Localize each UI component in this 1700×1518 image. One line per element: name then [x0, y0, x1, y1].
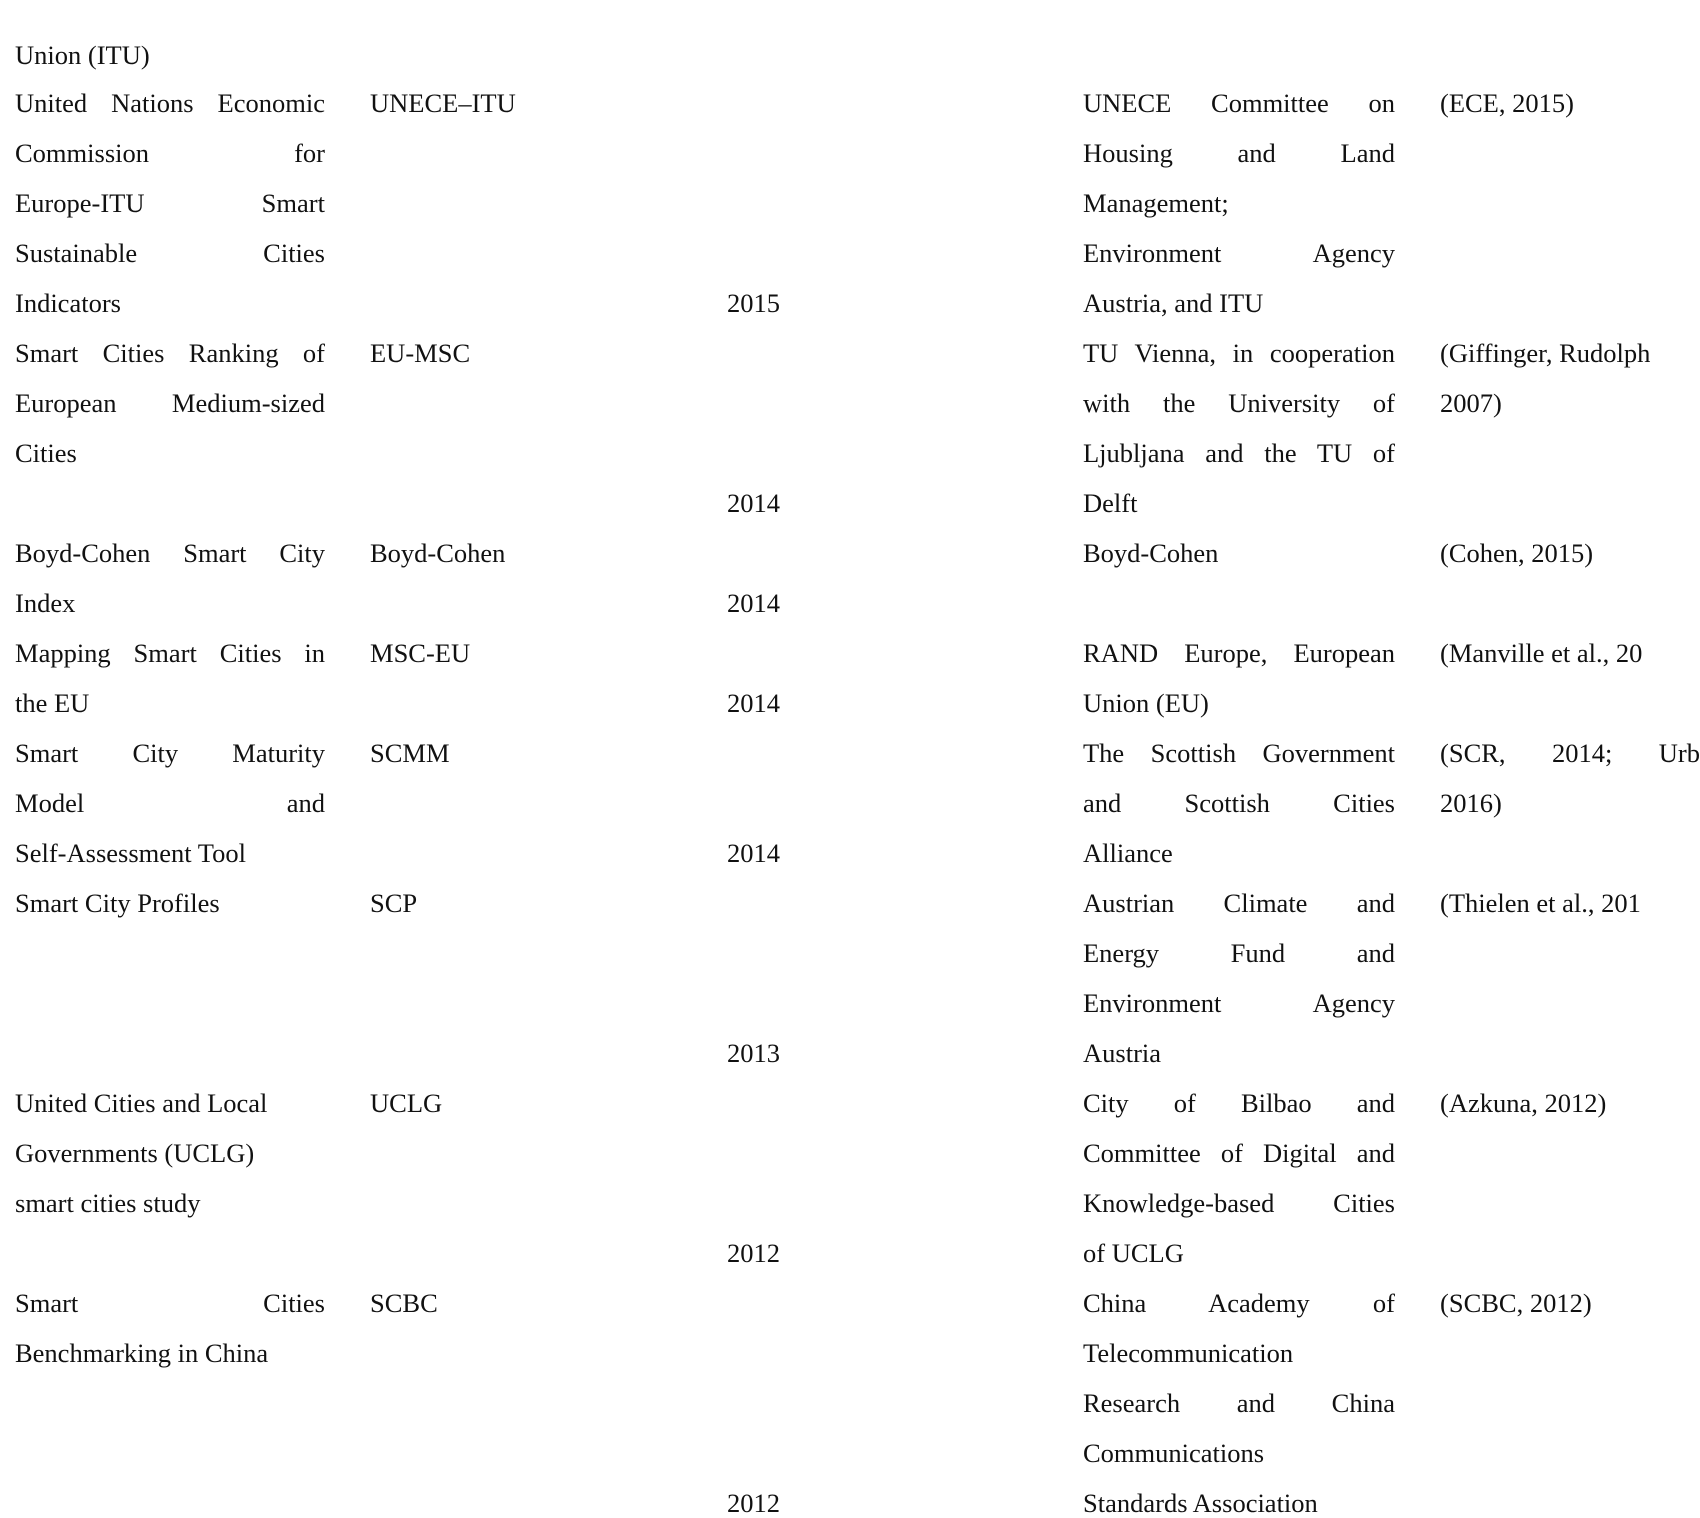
- row-8-reference-line-1: (SCBC, 2012): [1440, 1288, 1592, 1318]
- row-1-org-line-2: Housing and Land: [1083, 138, 1395, 168]
- row-2-name-line-1: Smart Cities Ranking of: [15, 338, 325, 368]
- row-5-reference-line-2: 2016): [1440, 788, 1502, 818]
- row-1-name-line-3: Europe-ITU Smart: [15, 188, 325, 218]
- row-1-year: 2015: [727, 288, 780, 318]
- row-1-name-line-2: Commission for: [15, 138, 325, 168]
- row-2-org-line-4: Delft: [1083, 488, 1138, 518]
- row-7-org-line-1: City of Bilbao and: [1083, 1088, 1395, 1118]
- row-3-reference-line-1: (Cohen, 2015): [1440, 538, 1594, 568]
- row-8-abbreviation: SCBC: [370, 1288, 438, 1318]
- row-3-name-line-2: Index: [15, 588, 76, 618]
- row-1-reference-line-1: (ECE, 2015): [1440, 88, 1574, 118]
- row-1-org-line-1: UNECE Committee on: [1083, 88, 1395, 118]
- row-8-org-line-3: Research and China: [1083, 1388, 1395, 1418]
- row-0-name-line-1: Union (ITU): [15, 40, 150, 70]
- row-7-org-line-2: Committee of Digital and: [1083, 1138, 1395, 1168]
- row-2-year: 2014: [727, 488, 780, 518]
- row-8-name-line-2: Benchmarking in China: [15, 1338, 269, 1368]
- row-8-name-line-1: Smart Cities: [15, 1288, 325, 1318]
- row-5-abbreviation: SCMM: [370, 738, 450, 768]
- row-2-org-line-2: with the University of: [1083, 388, 1395, 418]
- row-4-org-line-2: Union (EU): [1083, 688, 1209, 718]
- row-5-name-line-1: Smart City Maturity: [15, 738, 325, 768]
- row-7-reference-line-1: (Azkuna, 2012): [1440, 1088, 1607, 1118]
- row-6-name-line-1: Smart City Profiles: [15, 888, 220, 918]
- row-7-year: 2012: [727, 1238, 780, 1268]
- row-2-name-line-3: Cities: [15, 438, 77, 468]
- row-6-org-line-2: Energy Fund and: [1083, 938, 1395, 968]
- row-7-abbreviation: UCLG: [370, 1088, 443, 1118]
- row-2-abbreviation: EU-MSC: [370, 338, 471, 368]
- row-7-name-line-3: smart cities study: [15, 1188, 201, 1218]
- row-8-org-line-4: Communications: [1083, 1438, 1265, 1468]
- row-5-reference-line-1: (SCR, 2014; Urb: [1440, 738, 1700, 768]
- row-6-abbreviation: SCP: [370, 888, 418, 918]
- row-3-name-line-1: Boyd-Cohen Smart City: [15, 538, 325, 568]
- row-5-year: 2014: [727, 838, 780, 868]
- row-4-year: 2014: [727, 688, 780, 718]
- row-3-abbreviation: Boyd-Cohen: [370, 538, 506, 568]
- row-8-org-line-1: China Academy of: [1083, 1288, 1395, 1318]
- row-6-year: 2013: [727, 1038, 780, 1068]
- row-2-org-line-3: Ljubljana and the TU of: [1083, 438, 1395, 468]
- row-5-org-line-3: Alliance: [1083, 838, 1173, 868]
- row-7-name-line-1: United Cities and Local: [15, 1088, 268, 1118]
- row-3-org-line-1: Boyd-Cohen: [1083, 538, 1219, 568]
- row-7-name-line-2: Governments (UCLG): [15, 1138, 255, 1168]
- row-4-name-line-2: the EU: [15, 688, 90, 718]
- row-2-name-line-2: European Medium-sized: [15, 388, 325, 418]
- row-1-name-line-1: United Nations Economic: [15, 88, 325, 118]
- row-8-org-line-2: Telecommunication: [1083, 1338, 1294, 1368]
- row-1-org-line-5: Austria, and ITU: [1083, 288, 1264, 318]
- row-2-reference-line-2: 2007): [1440, 388, 1502, 418]
- row-3-year: 2014: [727, 588, 780, 618]
- row-5-org-line-1: The Scottish Government: [1083, 738, 1395, 768]
- row-5-name-line-3: Self-Assessment Tool: [15, 838, 246, 868]
- row-1-name-line-4: Sustainable Cities: [15, 238, 325, 268]
- row-1-org-line-4: Environment Agency: [1083, 238, 1395, 268]
- row-2-org-line-1: TU Vienna, in cooperation: [1083, 338, 1395, 368]
- row-1-name-line-5: Indicators: [15, 288, 121, 318]
- row-5-org-line-2: and Scottish Cities: [1083, 788, 1395, 818]
- row-1-abbreviation: UNECE–ITU: [370, 88, 516, 118]
- row-1-org-line-3: Management;: [1083, 188, 1229, 218]
- row-4-name-line-1: Mapping Smart Cities in: [15, 638, 325, 668]
- row-8-year: 2012: [727, 1488, 780, 1518]
- row-4-org-line-1: RAND Europe, European: [1083, 638, 1395, 668]
- row-6-org-line-4: Austria: [1083, 1038, 1162, 1068]
- row-4-reference-line-1: (Manville et al., 20: [1440, 638, 1643, 668]
- row-6-org-line-1: Austrian Climate and: [1083, 888, 1395, 918]
- row-2-reference-line-1: (Giffinger, Rudolph: [1440, 338, 1651, 368]
- row-5-name-line-2: Model and: [15, 788, 325, 818]
- row-7-org-line-3: Knowledge‐based Cities: [1083, 1188, 1395, 1218]
- row-4-abbreviation: MSC-EU: [370, 638, 471, 668]
- row-6-org-line-3: Environment Agency: [1083, 988, 1395, 1018]
- row-8-org-line-5: Standards Association: [1083, 1488, 1318, 1518]
- row-7-org-line-4: of UCLG: [1083, 1238, 1184, 1268]
- row-6-reference-line-1: (Thielen et al., 201: [1440, 888, 1641, 918]
